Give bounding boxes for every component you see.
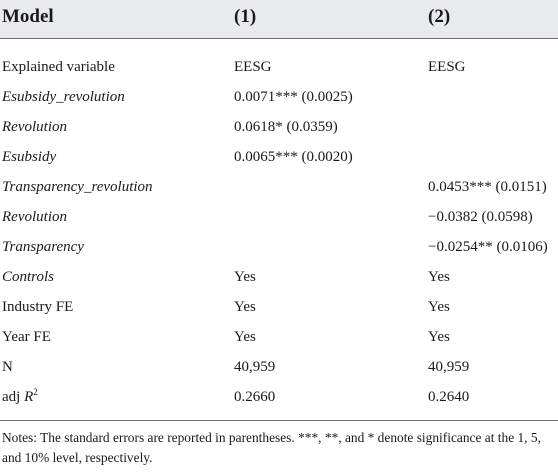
header-column-1: (1) xyxy=(234,6,257,27)
table-row xyxy=(0,82,558,112)
cell-col2: 0.2640 xyxy=(428,389,470,405)
table-header xyxy=(0,0,558,38)
table-row xyxy=(0,262,558,292)
row-label: Transparency_revolution xyxy=(2,179,153,195)
cell-col2: Yes xyxy=(428,299,450,315)
row-label: Transparency xyxy=(2,239,84,255)
row-label: Explained variable xyxy=(2,59,115,75)
cell-col1: Yes xyxy=(234,299,256,315)
row-label: Year FE xyxy=(2,329,51,345)
cell-col1: Yes xyxy=(234,269,256,285)
table-row xyxy=(0,232,558,262)
row-label: Esubsidy_revolution xyxy=(2,89,125,105)
cell-col1: 0.0065*** (0.0020) xyxy=(234,149,353,165)
cell-col2: EESG xyxy=(428,59,466,75)
cell-col2: Yes xyxy=(428,329,450,345)
cell-col1: Yes xyxy=(234,329,256,345)
table-row xyxy=(0,352,558,382)
cell-col2: 40,959 xyxy=(428,359,470,375)
row-label: Industry FE xyxy=(2,299,74,315)
row-label: Controls xyxy=(2,269,54,285)
cell-col1: 40,959 xyxy=(234,359,276,375)
cell-col1: 0.0618* (0.0359) xyxy=(234,119,338,135)
bottom-rule xyxy=(0,420,558,421)
table-row xyxy=(0,292,558,322)
header-rule xyxy=(0,38,558,39)
table-row xyxy=(0,112,558,142)
row-label: Revolution xyxy=(2,209,67,225)
cell-col1: 0.0071*** (0.0025) xyxy=(234,89,353,105)
table-row xyxy=(0,52,558,82)
table-row xyxy=(0,142,558,172)
row-label: N xyxy=(2,359,13,375)
table-row xyxy=(0,202,558,232)
cell-col2: Yes xyxy=(428,269,450,285)
table-notes: Notes: The standard errors are reported in parentheses. ***, **, and * denote significance at the 1, 5, and 10% level, respectively. xyxy=(2,430,541,465)
cell-col2: 0.0453*** (0.0151) xyxy=(428,179,547,195)
table-row xyxy=(0,172,558,202)
header-column-2: (2) xyxy=(428,6,451,27)
row-label-superscript: 2 xyxy=(33,387,38,397)
header-model: Model xyxy=(2,6,54,27)
row-label-variable: R xyxy=(24,389,34,405)
cell-col1: EESG xyxy=(234,59,272,75)
table-row xyxy=(0,382,558,412)
row-label: Revolution xyxy=(2,119,67,135)
cell-col2: −0.0382 (0.0598) xyxy=(428,209,533,225)
cell-col1: 0.2660 xyxy=(234,389,276,405)
table-row xyxy=(0,322,558,352)
cell-col2: −0.0254** (0.0106) xyxy=(428,239,548,255)
row-label-prefix: adj xyxy=(2,389,25,405)
row-label xyxy=(2,382,38,412)
row-label: Esubsidy xyxy=(2,149,57,165)
